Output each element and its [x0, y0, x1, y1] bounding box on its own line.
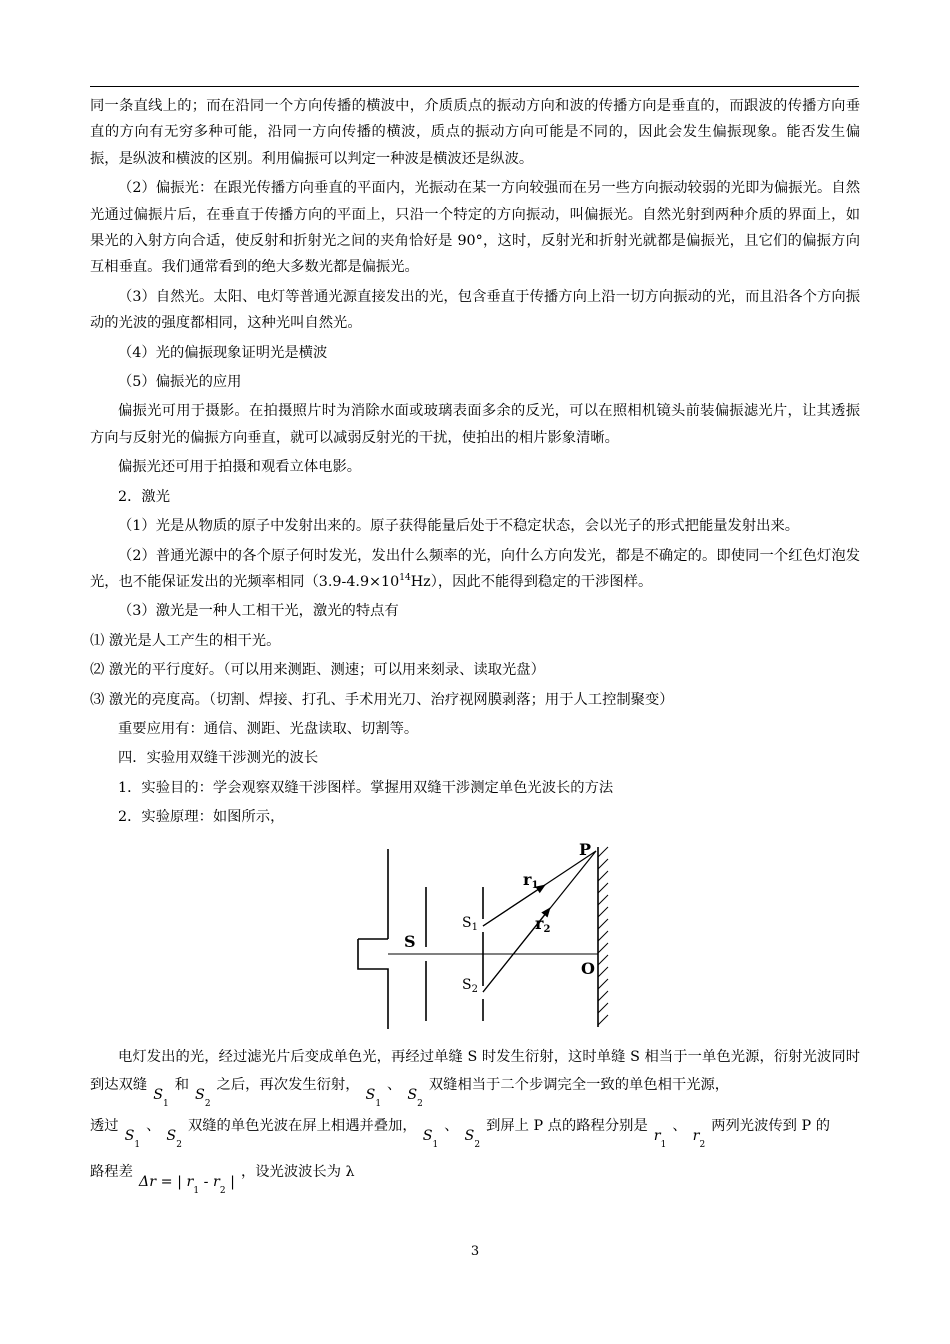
text: （2）普通光源中的各个原子何时发光，发出什么频率的光，向什么方向发光，都是不确定的。即使同一个红色灯泡发光，也不能保证发出的光频率相同（3.9-4.9×10 [90, 547, 860, 590]
label-r1: r1 [523, 869, 539, 891]
label-s2: $S_2$ [462, 976, 478, 995]
text: 和 [174, 1076, 190, 1093]
text: Hz），因此不能得到稳定的干涉图样。 [410, 573, 653, 590]
page-body [90, 93, 860, 1196]
text: 到屏上 P 点的路程分别是 [486, 1117, 648, 1134]
text: 、 [387, 1076, 402, 1093]
list-item: ⑶ 激光的亮度高。（切割、焊接、打孔、手术用光刀、治疗视网膜剥落；用于人工控制聚变） [90, 691, 674, 708]
math-s1: $S_1$ [422, 1127, 439, 1150]
header-rule [90, 86, 859, 87]
section-heading: 四．实验用双缝干涉测光的波长 [118, 750, 319, 767]
paragraph: 偏振光可用于摄影。在拍摄照片时为消除水面或玻璃表面多余的反光，可以在照相机镜头前装偏振滤光片，让其透振方向与反射光的偏振方向垂直，就可以减弱反射光的干扰，使拍出的相片影象清晰。 [90, 403, 860, 446]
paragraph: 2．实验原理：如图所示， [118, 809, 285, 826]
paragraph: 同一条直线上的；而在沿同一个方向传播的横波中，介质质点的振动方向和波的传播方向是垂直的，而跟波的传播方向垂直的方向有无穷多种可能，沿同一方向传播的横波，质点的振动方向可能是不同的，因此会发生偏振现象。能否发生偏振，是纵波和横波的区别。利用偏振可以判定一种波是横波还是纵波。 [90, 98, 860, 167]
text: 之后，再次发生衍射， [216, 1076, 360, 1093]
math-s1: $S_1$ [153, 1086, 169, 1109]
paragraph: （1）光是从物质的原子中发射出来的。原子获得能量后处于不稳定状态，会以光子的形式把能量发射出来。 [118, 518, 800, 535]
text: 、 [444, 1117, 459, 1134]
text: 两列光波传到 P 的 [711, 1117, 830, 1134]
text: 电灯发出的光，经过滤光片后变成单色光，再经过单缝 S 时发生衍射，这时单缝 S 相当于一单色光源，衍射光波同时到达双缝 [90, 1048, 860, 1093]
light-source-housing [358, 849, 388, 1029]
text: 双缝相当于二个步调完全一致的单色相干光源， [428, 1076, 730, 1093]
math-s1: $S_1$ [365, 1086, 382, 1109]
label-r2: r2 [535, 913, 551, 935]
text: 透过 [90, 1117, 119, 1134]
paragraph: 偏振光还可用于拍摄和观看立体电影。 [118, 459, 362, 476]
math-s2: $S_2$ [195, 1086, 211, 1109]
math-s2: $S_2$ [407, 1086, 423, 1109]
paragraph: （2）偏振光：在跟光传播方向垂直的平面内，光振动在某一方向较强而在另一些方向振动较弱的光即为偏振光。自然光通过偏振片后，在垂直于传播方向的平面上，只沿一个特定的方向振动，叫偏振光。自然光射到两种介质的界面上，如果光的入射方向合适，使反射和折射光之间的夹角恰好是 90°，这时，反射光和折射光就都是偏振光，且它们的偏振方向互相垂直。我们通常看到的绝大多数光都是偏振光。 [90, 180, 860, 276]
label-s1: $S_1$ [462, 914, 478, 933]
path-difference-line [90, 1157, 860, 1196]
paragraph: 1．实验目的：学会观察双缝干涉图样。掌握用双缝干涉测定单色光波长的方法 [118, 779, 614, 796]
text: 路程差 [90, 1163, 133, 1180]
text: ，设光波波长为 λ [240, 1163, 355, 1180]
paragraph: （3）自然光。太阳、电灯等普通光源直接发出的光，包含垂直于传播方向上沿一切方向振动的光，而且沿各个方向振动的光波的强度都相同，这种光叫自然光。 [90, 288, 860, 332]
path-difference-formula: Δr = | $r_1 - r_2$ | [138, 1173, 235, 1196]
label-p: P [579, 839, 592, 859]
label-s: S [404, 931, 416, 951]
math-s2: $S_2$ [166, 1127, 182, 1150]
principle-paragraph [90, 1043, 860, 1109]
paragraph: （4）光的偏振现象证明光是横波 [118, 344, 328, 361]
section-heading: 2．激光 [118, 488, 170, 505]
paragraph [90, 543, 860, 596]
math-s2: $S_2$ [464, 1127, 481, 1150]
principle-paragraph-cont [90, 1111, 860, 1150]
paragraph: （5）偏振光的应用 [118, 374, 242, 391]
exponent: 14 [399, 573, 411, 584]
list-item: ⑴ 激光是人工产生的相干光。 [90, 632, 281, 649]
double-slit-figure [90, 839, 860, 1039]
label-o: O [581, 958, 595, 978]
math-r2: $r_2$ [692, 1127, 706, 1150]
page-number: 3 [470, 1244, 480, 1259]
math-r1: $r_1$ [653, 1127, 667, 1150]
list-item: ⑵ 激光的平行度好。（可以用来测距、测速；可以用来刻录、读取光盘） [90, 662, 545, 679]
screen-hatching [598, 847, 608, 1025]
text: 、 [672, 1117, 687, 1134]
math-s1: $S_1$ [124, 1127, 141, 1150]
text: 双缝的单色光波在屏上相遇并叠加， [187, 1117, 417, 1134]
double-slit-diagram [350, 839, 650, 1029]
paragraph: （3）激光是一种人工相干光，激光的特点有 [118, 603, 399, 620]
text: 、 [146, 1117, 161, 1134]
paragraph: 重要应用有：通信、测距、光盘读取、切割等。 [118, 720, 419, 737]
